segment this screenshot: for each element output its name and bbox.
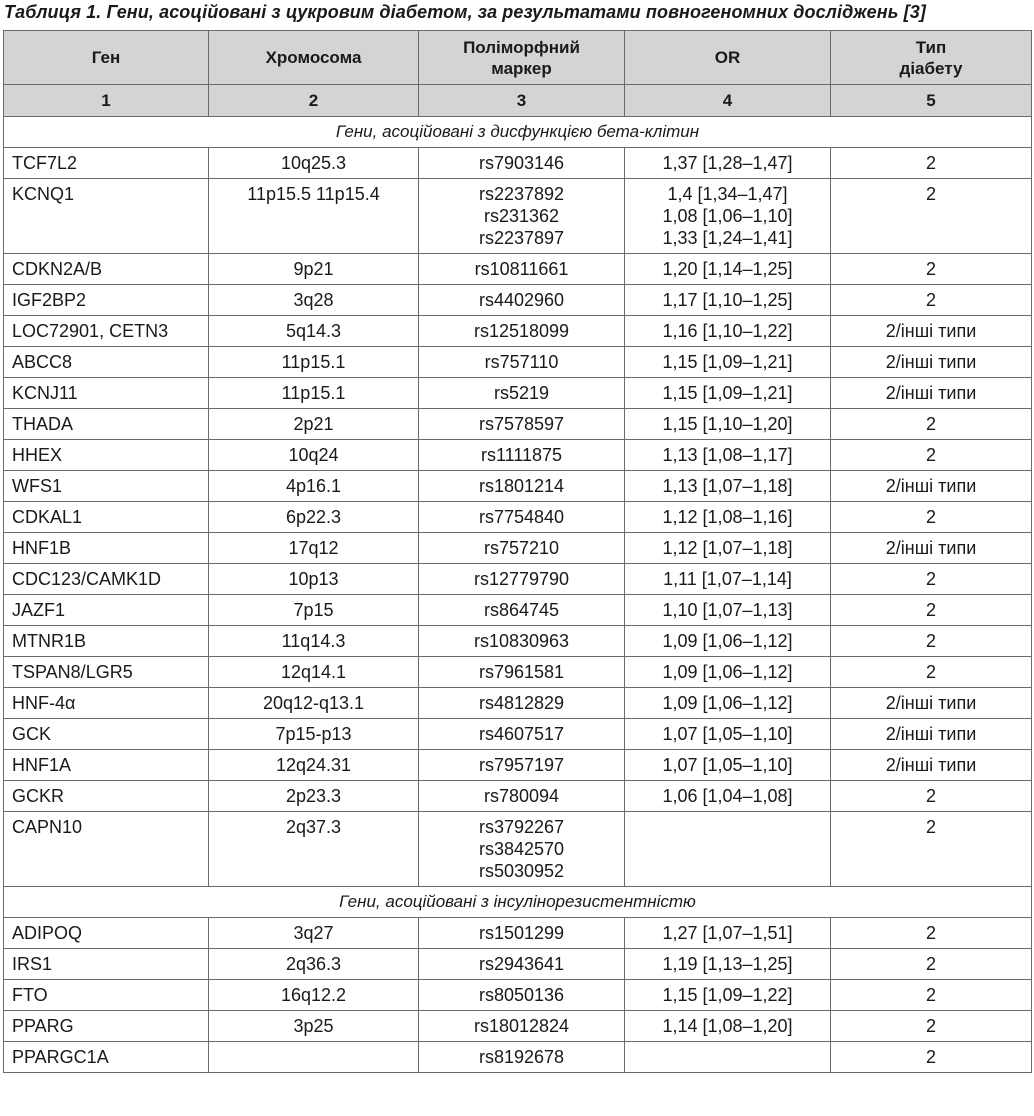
or-value: 1,08 [1,06–1,10] [662,206,793,226]
table-row [4,657,1032,688]
marker-value: rs1111875 [480,445,563,465]
column-number: 4 [625,85,831,117]
diabetes-type-cell: 2 [831,285,1032,316]
chromosome-cell: 16q12.2 [209,980,419,1011]
chromosome-cell: 6p22.3 [209,502,419,533]
gene-cell: CAPN10 [4,812,209,887]
table-row [4,502,1032,533]
chromosome-cell: 17q12 [209,533,419,564]
chromosome-cell: 3q28 [209,285,419,316]
gene-cell: IGF2BP2 [4,285,209,316]
marker-value: rs7578597 [478,414,565,434]
chromosome-cell [209,1042,419,1073]
table-body [4,117,1032,1073]
table-caption: Таблиця 1. Гени, асоційовані з цукровим діабетом, за результатами повногеномних досліджень [3] [4,2,926,22]
marker-value: rs1801214 [478,476,565,496]
or-value: 1,27 [1,07–1,51] [662,923,793,943]
chromosome-cell: 5q14.3 [209,316,419,347]
diabetes-type-cell: 2/інші типи [831,378,1032,409]
or-cell [625,1011,831,1042]
marker-value: rs5030952 [478,861,565,881]
marker-cell [419,657,625,688]
or-value: 1,15 [1,10–1,20] [662,414,793,434]
chromosome-cell: 7p15 [209,595,419,626]
or-value: 1,15 [1,09–1,22] [662,985,793,1005]
chromosome-cell: 10q25.3 [209,148,419,179]
chromosome-cell: 7p15-p13 [209,719,419,750]
marker-value: rs2237897 [478,228,565,248]
marker-value: rs2943641 [478,954,565,974]
diabetes-type-cell: 2/інші типи [831,533,1032,564]
marker-cell [419,347,625,378]
diabetes-type-cell: 2/інші типи [831,471,1032,502]
or-cell [625,812,831,887]
marker-value: rs18012824 [473,1016,570,1036]
diabetes-type-cell: 2 [831,148,1032,179]
diabetes-type-cell: 2 [831,409,1032,440]
or-cell [625,980,831,1011]
chromosome-cell: 10q24 [209,440,419,471]
table-row [4,595,1032,626]
or-value: 1,37 [1,28–1,47] [662,153,793,173]
or-cell [625,918,831,949]
header-marker-line1: Поліморфний [463,37,580,57]
genes-table [3,30,1032,1073]
chromosome-cell: 9p21 [209,254,419,285]
header-marker-line2: маркер [491,58,552,78]
gene-cell: HNF-4α [4,688,209,719]
marker-value: rs7754840 [478,507,565,527]
or-cell [625,564,831,595]
table-row [4,812,1032,887]
chromosome-cell: 12q14.1 [209,657,419,688]
table-row [4,316,1032,347]
table-row [4,440,1032,471]
or-value: 1,13 [1,07–1,18] [662,476,793,496]
table-row [4,626,1032,657]
column-number-row [4,85,1032,117]
table-row [4,980,1032,1011]
table-row [4,750,1032,781]
gene-cell: KCNQ1 [4,179,209,254]
table-row [4,285,1032,316]
gene-cell: THADA [4,409,209,440]
marker-cell [419,918,625,949]
marker-cell [419,285,625,316]
or-cell [625,949,831,980]
or-value: 1,09 [1,06–1,12] [662,662,793,682]
gene-cell: HHEX [4,440,209,471]
or-cell [625,440,831,471]
table-row [4,179,1032,254]
or-value: 1,06 [1,04–1,08] [662,786,793,806]
or-cell [625,719,831,750]
header-chromosome: Хромосома [209,31,419,85]
or-cell [625,471,831,502]
diabetes-type-cell: 2 [831,595,1032,626]
section-title: Гени, асоційовані з дисфункцією бета-клітин [4,117,1032,148]
chromosome-cell: 3q27 [209,918,419,949]
or-value: 1,14 [1,08–1,20] [662,1016,793,1036]
or-value: 1,07 [1,05–1,10] [662,724,793,744]
table-row [4,1011,1032,1042]
marker-value: rs3842570 [478,839,565,859]
or-cell [625,378,831,409]
diabetes-type-cell: 2 [831,949,1032,980]
marker-cell [419,1042,625,1073]
marker-cell [419,502,625,533]
chromosome-cell: 4p16.1 [209,471,419,502]
marker-value: rs4607517 [478,724,565,744]
section-title: Гени, асоційовані з інсулінорезистентністю [4,887,1032,918]
marker-value: rs5219 [493,383,550,403]
table-row [4,918,1032,949]
gene-cell: ADIPOQ [4,918,209,949]
or-value: 1,13 [1,08–1,17] [662,445,793,465]
marker-cell [419,564,625,595]
gene-cell: LOC72901, CETN3 [4,316,209,347]
marker-value: rs12779790 [473,569,570,589]
marker-value: rs1501299 [478,923,565,943]
header-gene: Ген [4,31,209,85]
marker-cell [419,471,625,502]
or-cell [625,750,831,781]
or-value: 1,09 [1,06–1,12] [662,693,793,713]
diabetes-type-cell: 2/інші типи [831,347,1032,378]
marker-value: rs4812829 [478,693,565,713]
or-value: 1,4 [1,34–1,47] [667,184,788,204]
diabetes-type-cell: 2 [831,918,1032,949]
gene-cell: GCKR [4,781,209,812]
diabetes-type-cell: 2 [831,657,1032,688]
or-cell [625,1042,831,1073]
diabetes-type-cell: 2 [831,781,1032,812]
gene-cell: JAZF1 [4,595,209,626]
gene-cell: FTO [4,980,209,1011]
diabetes-type-cell: 2 [831,980,1032,1011]
diabetes-type-cell: 2/інші типи [831,719,1032,750]
or-cell [625,781,831,812]
marker-cell [419,316,625,347]
chromosome-cell: 11q14.3 [209,626,419,657]
or-cell [625,626,831,657]
or-cell [625,502,831,533]
table-row [4,471,1032,502]
table-row [4,781,1032,812]
marker-value: rs757210 [483,538,560,558]
marker-value: rs10830963 [473,631,570,651]
or-value: 1,33 [1,24–1,41] [662,228,793,248]
table-row [4,409,1032,440]
diabetes-type-cell: 2 [831,1011,1032,1042]
marker-cell [419,719,625,750]
marker-cell [419,409,625,440]
marker-value: rs780094 [483,786,560,806]
or-value: 1,09 [1,06–1,12] [662,631,793,651]
column-number: 1 [4,85,209,117]
marker-value: rs864745 [483,600,560,620]
or-cell [625,533,831,564]
gene-cell: HNF1B [4,533,209,564]
marker-cell [419,812,625,887]
or-value: 1,15 [1,09–1,21] [662,383,793,403]
or-value: 1,12 [1,07–1,18] [662,538,793,558]
or-value: 1,19 [1,13–1,25] [662,954,793,974]
header-marker [419,31,625,85]
chromosome-cell: 2p21 [209,409,419,440]
section-row [4,887,1032,918]
table-row [4,254,1032,285]
marker-cell [419,781,625,812]
column-number: 5 [831,85,1032,117]
diabetes-type-cell: 2 [831,179,1032,254]
marker-cell [419,595,625,626]
gene-cell: CDKN2A/B [4,254,209,285]
gene-cell: TSPAN8/LGR5 [4,657,209,688]
marker-cell [419,378,625,409]
or-value: 1,07 [1,05–1,10] [662,755,793,775]
table-row [4,688,1032,719]
or-cell [625,179,831,254]
diabetes-type-cell: 2 [831,254,1032,285]
gene-cell: CDC123/CAMK1D [4,564,209,595]
or-cell [625,148,831,179]
or-value: 1,17 [1,10–1,25] [662,290,793,310]
marker-value: rs7961581 [478,662,565,682]
marker-value: rs2237892 [478,184,565,204]
or-cell [625,409,831,440]
section-row [4,117,1032,148]
marker-cell [419,440,625,471]
marker-cell [419,750,625,781]
gene-cell: IRS1 [4,949,209,980]
or-cell [625,657,831,688]
gene-cell: PPARGC1A [4,1042,209,1073]
diabetes-type-cell: 2/інші типи [831,688,1032,719]
marker-value: rs10811661 [474,259,569,279]
diabetes-type-cell: 2 [831,626,1032,657]
marker-cell [419,179,625,254]
marker-value: rs8192678 [478,1047,565,1067]
table-row [4,719,1032,750]
chromosome-cell: 2q37.3 [209,812,419,887]
table-row [4,1042,1032,1073]
marker-value: rs8050136 [478,985,565,1005]
or-value: 1,15 [1,09–1,21] [662,352,793,372]
marker-value: rs3792267 [478,817,565,837]
diabetes-type-cell: 2 [831,440,1032,471]
marker-cell [419,949,625,980]
or-value: 1,16 [1,10–1,22] [662,321,793,341]
table-row [4,148,1032,179]
table-row [4,533,1032,564]
chromosome-cell: 11p15.1 [209,378,419,409]
or-value: 1,20 [1,14–1,25] [662,259,793,279]
marker-cell [419,980,625,1011]
chromosome-cell: 2p23.3 [209,781,419,812]
marker-value: rs7903146 [478,153,565,173]
gene-cell: HNF1A [4,750,209,781]
gene-cell: PPARG [4,1011,209,1042]
gene-cell: TCF7L2 [4,148,209,179]
header-or: OR [625,31,831,85]
chromosome-cell: 12q24.31 [209,750,419,781]
chromosome-cell: 10p13 [209,564,419,595]
marker-cell [419,1011,625,1042]
diabetes-type-cell: 2 [831,502,1032,533]
table-row [4,949,1032,980]
or-cell [625,347,831,378]
diabetes-type-cell: 2 [831,564,1032,595]
chromosome-cell: 20q12-q13.1 [209,688,419,719]
chromosome-cell: 11p15.1 [209,347,419,378]
gene-cell: WFS1 [4,471,209,502]
gene-cell: GCK [4,719,209,750]
diabetes-type-cell: 2 [831,1042,1032,1073]
or-cell [625,595,831,626]
diabetes-type-cell: 2/інші типи [831,750,1032,781]
gene-cell: MTNR1B [4,626,209,657]
gene-cell: ABCC8 [4,347,209,378]
or-value: 1,12 [1,08–1,16] [662,507,793,527]
table-row [4,378,1032,409]
marker-value: rs12518099 [473,321,570,341]
marker-cell [419,688,625,719]
or-value: 1,11 [1,07–1,14] [663,569,792,589]
marker-cell [419,533,625,564]
or-cell [625,688,831,719]
marker-value: rs231362 [483,206,560,226]
chromosome-cell: 11p15.5 11p15.4 [209,179,419,254]
header-diabetes-type [831,31,1032,85]
or-value: 1,10 [1,07–1,13] [662,600,793,620]
gene-cell: CDKAL1 [4,502,209,533]
table-row [4,347,1032,378]
or-cell [625,285,831,316]
marker-value: rs757110 [484,352,559,372]
header-row [4,31,1032,85]
marker-cell [419,626,625,657]
header-type-line2: діабету [899,58,963,78]
gene-cell: KCNJ11 [4,378,209,409]
marker-value: rs4402960 [478,290,565,310]
diabetes-type-cell: 2/інші типи [831,316,1032,347]
marker-value: rs7957197 [478,755,565,775]
table-row [4,564,1032,595]
header-type-line1: Тип [915,37,947,57]
marker-cell [419,148,625,179]
diabetes-type-cell: 2 [831,812,1032,887]
or-cell [625,316,831,347]
column-number: 2 [209,85,419,117]
chromosome-cell: 2q36.3 [209,949,419,980]
or-cell [625,254,831,285]
chromosome-cell: 3p25 [209,1011,419,1042]
column-number: 3 [419,85,625,117]
marker-cell [419,254,625,285]
